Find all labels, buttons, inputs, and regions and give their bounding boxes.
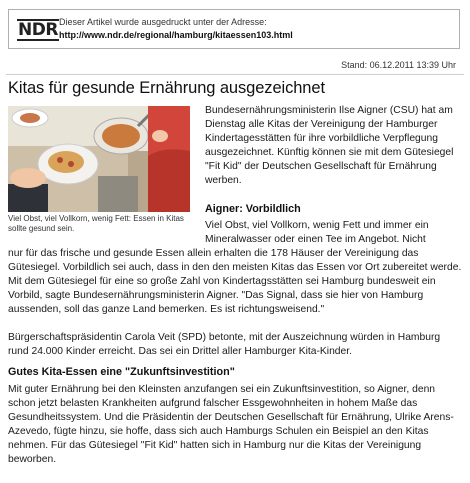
ndr-logo-text: NDR: [18, 20, 58, 40]
paragraph-3: Mit guter Ernährung bei den Kleinsten anzufangen sei ein Zukunftsinvestition, so Aigner, denn schon jetzt belasten Krankheiten aufgrund falscher Essgewohnheiten in hohem Maße das Gesundheitssystem. Und die Präsidentin der Deutschen Gesellschaft für Ernährung, Ulrike Arens-Azevedo, fügte hinzu, sie hoffe, dass sich auch Hamburgs Schulen ein Beispiel an den Kitas nehmen. Für das Gütesiegel "Fit Kid" hatten sich in Hamburg nur die Kitas der Vereinigung beworben.: [8, 384, 454, 466]
divider: [6, 74, 464, 75]
paragraph-1: nur für das frische und gesunde Essen allein erhalten die 178 Häuser der Vereinigung das Gütesiegel. Vorbildlich sei auch, dass in den den meisten Kitas das Essen vor Ort zubereitet werde. Mit dem Gütesiegel für eine so große Zahl von Kindertagsstätten sei Hamburg bundesweit ein Vorbild, sagte Bundesernährungsministerin Aigner. "Das Signal, dass sie hier von Hamburg aussenden, soll das ganze Land bemerken. Es ist richtungsweisend.": [8, 248, 462, 316]
intro-paragraph: Bundesernährungsministerin Ilse Aigner (CSU) hat am Dienstag alle Kitas der Vereinigung der Hamburger Kindertagesstätten für ihre vorbildliche Verpflegung ausgezeichnet. Künftig können sie mit dem Gütesiegel "Fit Kid" der Deutschen Gesellschaft für Ernährung werben.: [205, 105, 454, 187]
print-notice: [59, 16, 293, 42]
print-notice-text: Dieser Artikel wurde ausgedruckt unter der Adresse:: [59, 17, 267, 27]
ndr-logo: [17, 17, 57, 43]
photo-caption: Viel Obst, viel Vollkorn, wenig Fett: Essen in Kitas sollte gesund sein.: [8, 214, 184, 233]
timestamp: Stand: 06.12.2011 13:39 Uhr: [341, 60, 456, 70]
article-photo: [8, 106, 190, 212]
print-header: [8, 9, 460, 49]
paragraph-1-start: Viel Obst, viel Vollkorn, wenig Fett und immer ein Mineralwasser oder einen Tee im Angebot. Nicht: [205, 220, 429, 246]
subheading-aigner: Aigner: Vorbildlich: [205, 203, 301, 215]
kita-food-photo: [8, 106, 190, 212]
paragraph-2: Bürgerschaftspräsidentin Carola Veit (SPD) betonte, mit der Auszeichnung würden in Hamburg rund 24.000 Kinder erreicht. Das sei ein Drittel aller Hamburger Kita-Kinder.: [8, 332, 441, 358]
article-title: Kitas für gesunde Ernährung ausgezeichnet: [8, 79, 325, 97]
subheading-investition: Gutes Kita-Essen eine "Zukunftsinvestition": [8, 366, 235, 378]
article-url[interactable]: http://www.ndr.de/regional/hamburg/kitaessen103.html: [59, 30, 293, 40]
